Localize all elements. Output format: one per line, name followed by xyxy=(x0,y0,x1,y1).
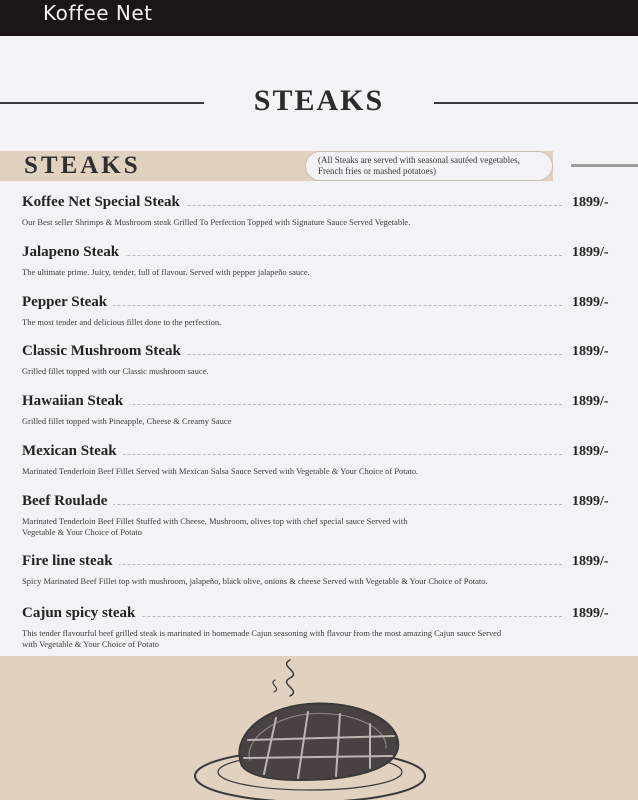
menu-item xyxy=(22,343,622,377)
section-rule xyxy=(571,164,638,167)
item-description: Spicy Marinated Beef Fillet top with mushroom, jalapeño, black olive, onions & cheese Served with Vegetable & Your Choice of Potato. xyxy=(22,576,488,586)
item-name: Fire line steak xyxy=(22,553,119,570)
item-name: Mexican Steak xyxy=(22,443,123,460)
item-description: The ultimate prime. Juicy, tender, full of flavour. Served with pepper jalapeño sauce. xyxy=(22,267,310,277)
item-name: Pepper Steak xyxy=(22,294,113,311)
page-title: STEAKS xyxy=(253,84,385,117)
item-description: Grilled fillet topped with our Classic mushroom sauce. xyxy=(22,366,209,376)
item-price: 1899/- xyxy=(572,444,609,459)
item-price: 1899/- xyxy=(572,245,609,260)
steak-illustration xyxy=(190,656,450,800)
item-name: Hawaiian Steak xyxy=(22,393,129,410)
section-title: STEAKS xyxy=(24,152,141,179)
title-rule-left xyxy=(0,102,204,104)
item-name: Jalapeno Steak xyxy=(22,244,125,261)
item-description: Our Best seller Shrimps & Mushroom steak Grilled To Perfection Topped with Signature Sauce Served Vegetable. xyxy=(22,217,411,227)
item-price: 1899/- xyxy=(572,606,609,621)
item-name: Koffee Net Special Steak xyxy=(22,194,186,211)
menu-item xyxy=(22,294,622,328)
serving-note: (All Steaks are served with seasonal sautéed vegetables, French fries or mashed potatoes) xyxy=(305,151,553,181)
top-bar xyxy=(0,0,638,36)
item-price: 1899/- xyxy=(572,394,609,409)
item-price: 1899/- xyxy=(572,344,609,359)
menu-item xyxy=(22,393,622,427)
title-rule-right xyxy=(434,102,638,104)
item-price: 1899/- xyxy=(572,554,609,569)
item-price: 1899/- xyxy=(572,295,609,310)
item-description: The most tender and delicious fillet done to the perfection. xyxy=(22,317,222,327)
item-description: Marinated Tenderloin Beef Fillet Stuffed with Cheese, Mushroom, olives top with chef special sauce Served with Vegetable & Your Choice of Potato xyxy=(22,516,408,537)
menu-item xyxy=(22,553,622,587)
menu-item xyxy=(22,443,622,477)
item-price: 1899/- xyxy=(572,494,609,509)
menu-item xyxy=(22,194,622,228)
item-name: Cajun spicy steak xyxy=(22,605,141,622)
item-description: Marinated Tenderloin Beef Fillet Served with Mexican Salsa Sauce Served with Vegetable & Your Choice of Potato. xyxy=(22,466,419,476)
item-name: Beef Roulade xyxy=(22,493,113,510)
item-price: 1899/- xyxy=(572,195,609,210)
item-name: Classic Mushroom Steak xyxy=(22,343,187,360)
item-description: Grilled fillet topped with Pineapple, Cheese & Creamy Sauce xyxy=(22,416,232,426)
item-description: This tender flavourful beef grilled steak is marinated in homemade Cajun seasoning with flavour from the most amazing Cajun sauce Served with Vegetable & Your Choice of Potato xyxy=(22,628,502,649)
menu-item xyxy=(22,244,622,278)
menu-item xyxy=(22,605,622,650)
menu-item xyxy=(22,493,622,538)
brand-name: Koffee Net xyxy=(43,1,153,25)
